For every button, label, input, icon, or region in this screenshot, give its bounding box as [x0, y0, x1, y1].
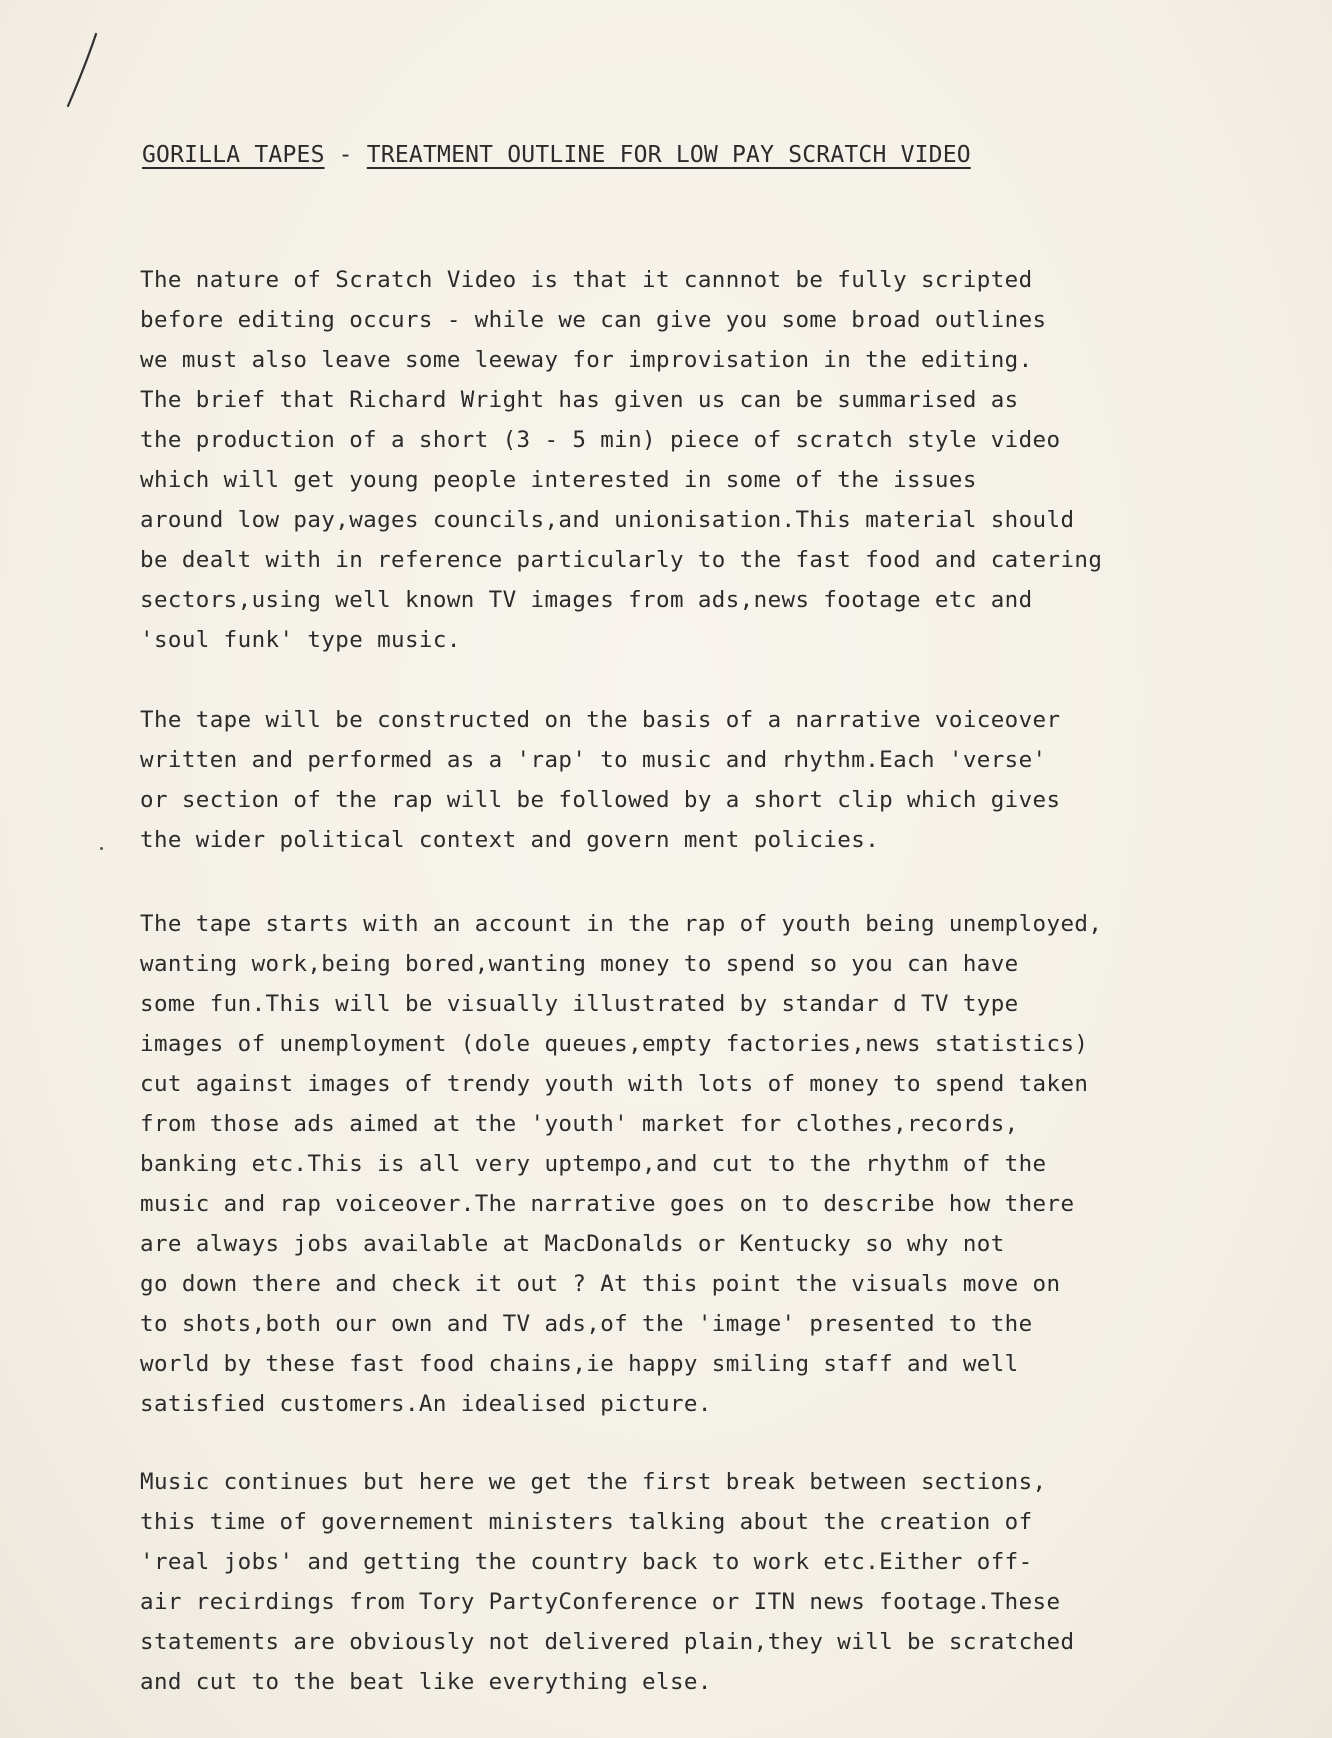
- text-line: some fun.This will be visually illustrated by standar d TV type: [140, 991, 1019, 1017]
- text-line: music and rap voiceover.The narrative goes on to describe how there: [140, 1191, 1075, 1217]
- text-line: go down there and check it out ? At this point the visuals move on: [140, 1271, 1061, 1297]
- text-line: this time of governement ministers talking about the creation of: [140, 1509, 1033, 1535]
- text-line: around low pay,wages councils,and unionisation.This material should: [140, 507, 1075, 533]
- text-line: satisfied customers.An idealised picture.: [140, 1391, 712, 1417]
- text-line: sectors,using well known TV images from ads,news footage etc and: [140, 587, 1033, 613]
- text-line: The nature of Scratch Video is that it cannnot be fully scripted: [140, 267, 1033, 293]
- text-line: wanting work,being bored,wanting money to spend so you can have: [140, 951, 1019, 977]
- text-line: be dealt with in reference particularly to the fast food and catering: [140, 547, 1103, 573]
- text-line: air recirdings from Tory PartyConference or ITN news footage.These: [140, 1589, 1061, 1615]
- text-line: before editing occurs - while we can give you some broad outlines: [140, 307, 1047, 333]
- stray-ink-dot: [100, 847, 103, 850]
- title-organisation: GORILLA TAPES: [142, 142, 325, 168]
- text-line: from those ads aimed at the 'youth' market for clothes,records,: [140, 1111, 1019, 1137]
- text-line: the wider political context and govern ment policies.: [140, 827, 880, 853]
- text-line: banking etc.This is all very uptempo,and cut to the rhythm of the: [140, 1151, 1047, 1177]
- text-line: we must also leave some leeway for improvisation in the editing.: [140, 347, 1033, 373]
- text-line: The brief that Richard Wright has given us can be summarised as: [140, 387, 1019, 413]
- text-line: and cut to the beat like everything else.: [140, 1669, 712, 1695]
- text-line: are always jobs available at MacDonalds or Kentucky so why not: [140, 1231, 1005, 1257]
- text-line: The tape starts with an account in the rap of youth being unemployed,: [140, 911, 1103, 937]
- text-line: world by these fast food chains,ie happy smiling staff and well: [140, 1351, 1019, 1377]
- text-line: Music continues but here we get the first break between sections,: [140, 1469, 1047, 1495]
- handwritten-slash-mark: [62, 30, 102, 110]
- text-line: or section of the rap will be followed by a short clip which gives: [140, 787, 1061, 813]
- text-line: cut against images of trendy youth with lots of money to spend taken: [140, 1071, 1089, 1097]
- text-line: statements are obviously not delivered plain,they will be scratched: [140, 1629, 1075, 1655]
- text-line: the production of a short (3 - 5 min) piece of scratch style video: [140, 427, 1061, 453]
- title-subject: TREATMENT OUTLINE FOR LOW PAY SCRATCH VIDEO: [366, 142, 971, 168]
- paragraph-tape-construction: [140, 700, 1270, 860]
- document-title: [142, 140, 1142, 170]
- text-line: images of unemployment (dole queues,empty factories,news statistics): [140, 1031, 1089, 1057]
- text-line: to shots,both our own and TV ads,of the 'image' presented to the: [140, 1311, 1033, 1337]
- text-line: 'real jobs' and getting the country back to work etc.Either off-: [140, 1549, 1033, 1575]
- text-line: 'soul funk' type music.: [140, 627, 461, 653]
- title-separator: -: [324, 142, 367, 168]
- text-line: written and performed as a 'rap' to music and rhythm.Each 'verse': [140, 747, 1047, 773]
- paragraph-scratch-video-brief: [140, 260, 1270, 660]
- paragraph-tape-opening: [140, 904, 1270, 1424]
- text-line: which will get young people interested in some of the issues: [140, 467, 977, 493]
- text-line: The tape will be constructed on the basis of a narrative voiceover: [140, 707, 1061, 733]
- paragraph-first-break: [140, 1462, 1270, 1702]
